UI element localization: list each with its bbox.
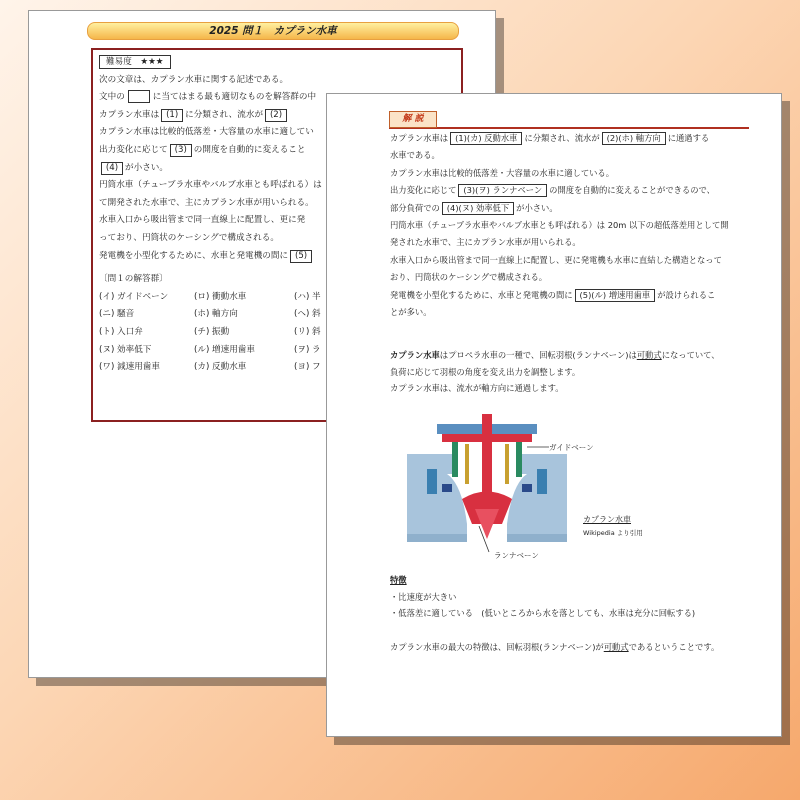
choice-item: (ホ) 軸方向 <box>194 309 238 320</box>
answer-1: (1)(カ) 反動水車 <box>450 132 522 145</box>
features-block <box>390 572 760 622</box>
text-line: 部分負荷での (4)(ヌ) 効率低下 が小さい。 <box>390 202 558 213</box>
text-line: 円筒水車（チューブラ水車やバルブ水車とも呼ばれる）は 20m 以下の超低落差用として開 <box>390 220 729 231</box>
choice-item: (チ) 振動 <box>194 326 230 337</box>
choice-item: (ハ) 半 <box>294 291 321 302</box>
choice-item: (カ) 反動水車 <box>194 362 247 373</box>
runner-vane-label: ランナベーン <box>494 551 539 560</box>
choice-item: (ロ) 衝動水車 <box>194 291 247 302</box>
blank-3: (3) <box>170 144 192 157</box>
answer-2: (2)(ホ) 軸方向 <box>602 132 666 145</box>
choice-item: (ヌ) 効率低下 <box>99 344 152 355</box>
text-line: 水車入口から吸出管まで同一直線上に配置し、更に発電機も水車に直結した構造となって <box>390 254 722 265</box>
answer-5: (5)(ル) 増速用歯車 <box>575 289 656 302</box>
explanation-header <box>389 111 749 129</box>
answer-4: (4)(ヌ) 効率低下 <box>442 202 514 215</box>
guide-vane-label: ガイドベーン <box>549 443 594 452</box>
text-line: 出力変化に応じて (3) の開度を自動的に変えること <box>99 144 306 155</box>
features-title: 特徴 <box>390 575 407 585</box>
choice-item: (ヲ) ラ <box>294 344 321 355</box>
text-line: 円筒水車（チューブラ水車やバルブ水車とも呼ばれる）は <box>99 180 322 191</box>
difficulty-badge: 難易度 ★★★ <box>99 55 171 69</box>
explanation-text <box>390 130 756 321</box>
choice-item: (ル) 増速用歯車 <box>194 344 255 355</box>
text-line: 発電機を小型化するために、水車と発電機の間に (5) <box>99 248 455 266</box>
blank-1: (1) <box>161 109 183 122</box>
text-line: っており、円筒状のケーシングで構成される。 <box>99 232 279 243</box>
text-line: 水車である。 <box>390 150 440 161</box>
choice-item: (イ) ガイドベーン <box>99 291 169 302</box>
intro-line-2: 文中の に当てはまる最も適切なものを解答群の中 <box>99 92 317 103</box>
text-line: カプラン水車は比較的低落差・大容量の水車に適している。 <box>390 167 615 178</box>
choice-title: 〔問１の解答群〕 <box>99 274 168 285</box>
choice-item: (ヘ) 斜 <box>294 309 321 320</box>
text-line: て開発された水車で、主にカプラン水車が用いられる。 <box>99 197 314 208</box>
text-line: カプラン水車は (1)(カ) 反動水車 に分類され、流水が (2)(ホ) 軸方向 に通過する <box>390 133 710 143</box>
text-line: おり、円筒状のケーシングで構成される。 <box>390 272 548 283</box>
feature-item: ・低落差に適している (低いところから水を落としても、水車は充分に回転する) <box>390 608 696 618</box>
blank-box <box>128 90 150 103</box>
intro-line: 次の文章は、カプラン水車に関する記述である。 <box>99 74 289 85</box>
choice-item: (ヨ) フ <box>294 362 321 373</box>
text-line: (4) が小さい。 <box>99 160 455 178</box>
choice-item: (ワ) 減速用歯車 <box>99 362 160 373</box>
text-line: 出力変化に応じて (3)(ヲ) ランナベーン の開度を自動的に変えることができるので、 <box>390 185 715 196</box>
conclusion-line: カプラン水車の最大の特徴は、回転羽根(ランナベーン)が可動式であるということです。 <box>390 642 720 652</box>
choice-item: (ト) 入口弁 <box>99 326 143 337</box>
text-line: とが多い。 <box>390 307 432 318</box>
blank-2: (2) <box>265 109 287 122</box>
feature-item: ・比速度が大きい <box>390 591 457 602</box>
kaplan-turbine-illustration <box>407 414 567 564</box>
text-line: 発電機を小型化するために、水車と発電機の間に (5)(ル) 増速用歯車 が設けられるこ <box>390 289 716 300</box>
blank-5: (5) <box>290 250 312 263</box>
choice-item: (リ) 斜 <box>294 326 321 337</box>
summary-block <box>390 347 760 397</box>
text-line: カプラン水車は比較的低落差・大容量の水車に適してい <box>99 127 314 138</box>
figure-caption: カプラン水車 <box>583 515 631 524</box>
explanation-tag: 解 説 <box>389 111 437 128</box>
figure-source: Wikipedia より引用 <box>583 529 643 537</box>
text-line: カプラン水車は (1) に分類され、流水が (2) <box>99 107 455 125</box>
answer-3: (3)(ヲ) ランナベーン <box>458 184 547 197</box>
text-line: 負荷に応じて羽根の角度を変え出力を調整します。 <box>390 366 581 377</box>
text-line: 発された水車で、主にカプラン水車が用いられる。 <box>390 237 581 248</box>
question-title: 2025 問１ カプラン水車 <box>87 22 459 40</box>
text-line: 水車入口から吸出管まで同一直線上に配置し、更に発 <box>99 215 306 226</box>
text-line: カプラン水車はプロペラ水車の一種で、回転羽根(ランナベーン)は可動式になっていて、 <box>390 350 720 360</box>
blank-4: (4) <box>101 162 123 175</box>
text-line: カプラン水車は、流水が軸方向に通過します。 <box>390 383 564 393</box>
explanation-page <box>326 93 782 737</box>
choice-item: (ニ) 騒音 <box>99 309 135 320</box>
